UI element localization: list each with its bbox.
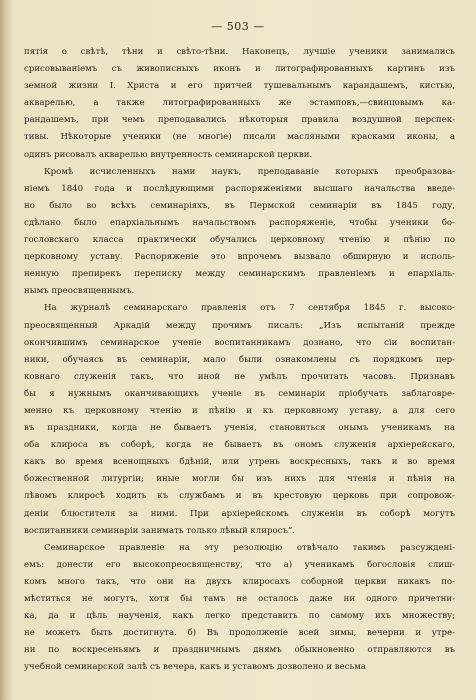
- text-line: земной жизни І. Христа и его притчей тушевальнымъ карандашемъ, кистью,: [24, 81, 455, 92]
- paragraph: [24, 44, 455, 164]
- text-line: окончившимъ семинарское ученіе воспитанникамъ дознано, что сіи воспитан-: [24, 337, 455, 348]
- text-line: комъ много такъ, что они на двухъ клиросахъ соборной церкви никакъ по-: [24, 576, 455, 587]
- text-line: нымъ преосвященнымъ.: [24, 286, 135, 297]
- text-line: бы я нужнымъ оканчивающихъ ученіе въ семинаріи пріобучать заблаговре-: [24, 388, 455, 399]
- text-line: Кромѣ исчисленныхъ нами наукъ, преподаваніе которыхъ преобразова-: [44, 166, 455, 177]
- text-line: емъ: донести его высокопреосвященству, что а) ученикамъ богословія слиш-: [24, 559, 455, 570]
- text-line: божественной литургіи; иные могли бы изъ нихъ для чтенія и пѣнія на: [24, 474, 455, 485]
- text-line: не можетъ быть достигнута. б) Въ продолженіе всей зимы, вечерни и утре-: [24, 628, 455, 639]
- text-body: [24, 44, 455, 676]
- text-line: ніемъ 1840 года и послѣдующими распоряженіями высшаго начальства введе-: [24, 183, 455, 194]
- text-line: церковному уставу. Распоряженіе это впрочемъ вызвало обширную и исполь-: [24, 252, 455, 263]
- text-line: какъ во время всенощныхъ бдѣній, или утрень воскресныхъ, такъ и во время: [24, 457, 455, 468]
- text-line: учебной семинарской залѣ съ вечера, какъ и уставомъ дозволено и весьма: [24, 662, 367, 673]
- text-line: оба клироса въ соборѣ, когда не бываетъ въ ономъ служенія архіерейскаго,: [24, 440, 455, 451]
- text-line: мѣститься не могутъ, хотя бы тамъ не осталось даже ни одного причетни-: [24, 594, 455, 604]
- text-line: воспитанники семинаріи занимать только лѣвый клиросъ“.: [24, 525, 296, 536]
- text-line: ники, обучаясь въ семинаріи, мало были ознакомлены съ порядкомъ цер-: [24, 354, 455, 365]
- text-line: гословскаго класса практически обучались церковному чтенію и пѣнію по: [24, 235, 455, 246]
- text-line: ненную препирекъ переписку между семинарскимъ правленіемъ и епархіаль-: [24, 269, 455, 280]
- paragraph: [24, 540, 455, 677]
- text-line: акварелью, а также литографированныхъ же эстамповъ,—свинцовымъ ка-: [24, 98, 455, 109]
- text-line: срисовываніемъ съ живописныхъ иконъ и литографированныхъ картинъ изъ: [24, 64, 455, 75]
- text-line: ни по воскресеньямъ и праздничнымъ днямъ обыкновенно отправляются въ: [24, 645, 455, 656]
- text-line: деніи блюстителя за ними. При архіерейскомъ служеніи въ соборѣ могутъ: [24, 508, 455, 519]
- paragraph: [24, 300, 455, 539]
- paragraph: [24, 164, 455, 301]
- text-line: ка, да и цѣль наученія, какъ легко представить по самому ихъ множеству;: [24, 611, 455, 622]
- text-line: На журналѣ семинарскаго правленія отъ 7 сентября 1845 г. высоко-: [44, 303, 455, 314]
- page-number: — 503 —: [211, 20, 265, 33]
- text-line: тивы. Нѣкоторые ученики (не многіе) писали масляными красками иконы, а: [24, 132, 455, 143]
- text-line: Семинарское правленіе на эту резолюцію отвѣчало такимъ разсужденi-: [44, 542, 455, 553]
- text-line: въ праздники, когда не бываетъ ученія, становиться онымъ ученикамъ на: [24, 423, 455, 434]
- text-line: ковнаго служенія такъ, что иной не умѣлъ прочитать часовъ. Признавъ: [24, 371, 455, 382]
- text-line: рандашемъ, при чемъ преподавались нѣкоторыя правила воздушной перспек-: [24, 115, 455, 126]
- text-line: сдѣлано было епархіальнымъ начальствомъ распоряженіе, чтобы ученики бо-: [24, 217, 455, 228]
- text-line: лѣвомъ клиросѣ ходить къ службамъ и въ крестовую церковь при сопровож-: [24, 491, 455, 502]
- text-line: преосвященный Аркадій между прочимъ писалъ: „Изъ испытаній прежде: [24, 320, 455, 331]
- text-line: одинъ рисовалъ акварелью внутренность семинарской церкви.: [24, 149, 313, 160]
- text-line: менно къ церковному чтенію и пѣнію и къ церковному уставу, а для сего: [24, 405, 455, 416]
- text-line: но было во всѣхъ семинаріяхъ, въ Пермской семинаріи въ 1845 году,: [24, 200, 455, 211]
- text-line: пятія о свѣтѣ, тѣни и свѣто-тѣни. Наконецъ, лучшіе ученики занимались: [24, 47, 455, 57]
